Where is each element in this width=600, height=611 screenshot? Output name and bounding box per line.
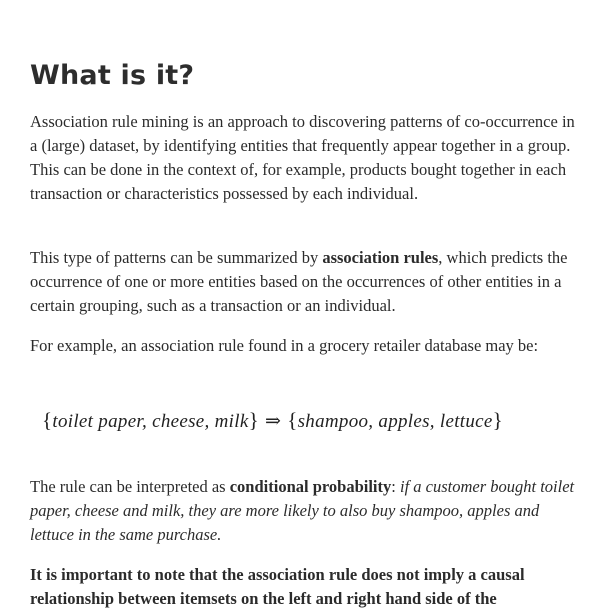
- formula-right-items: shampoo, apples, lettuce: [297, 411, 493, 432]
- association-rule-formula: [42, 408, 562, 433]
- formula-left-open: {: [42, 408, 53, 432]
- conditional-probability-term: conditional probability: [229, 477, 392, 496]
- causality-note-paragraph: It is important to note that the association rule does not imply a causal relationship between itemsets on the left and right hand side of the: [30, 565, 525, 608]
- example-paragraph: For example, an association rule found in a grocery retailer database may be:: [30, 336, 539, 355]
- intro-paragraph: Association rule mining is an approach to discovering patterns of co-occurrence in a (large) dataset, by identifying entities that frequently appear together in a group. This can be done in the context of, for example, products bought together in each transaction or characteristics possessed by each individual.: [30, 112, 575, 203]
- rules-text-after: , which predicts the occurrence of one or more entities based on the occurrences of other entities in a certain grouping, such as a transaction or an individual.: [30, 248, 568, 315]
- interpretation-paragraph: [30, 475, 575, 547]
- interpretation-colon: :: [391, 477, 400, 496]
- section-heading: What is it?: [30, 60, 195, 91]
- interpretation-text-before: The rule can be interpreted as: [30, 477, 230, 496]
- rules-text-before: This type of patterns can be summarized by: [30, 248, 323, 267]
- formula-left-close: }: [248, 408, 259, 432]
- association-rules-term: association rules: [322, 248, 439, 267]
- formula-arrow: ⇒: [264, 411, 282, 432]
- interpretation-example: if a customer bought toilet paper, cheese and milk, they are more likely to also buy shampoo, apples and lettuce in the same purchase.: [30, 477, 575, 544]
- formula-left-items: toilet paper, cheese, milk: [52, 411, 249, 432]
- formula-right-close: }: [492, 408, 504, 432]
- formula-right-open: {: [287, 408, 298, 432]
- rules-paragraph: [30, 246, 575, 318]
